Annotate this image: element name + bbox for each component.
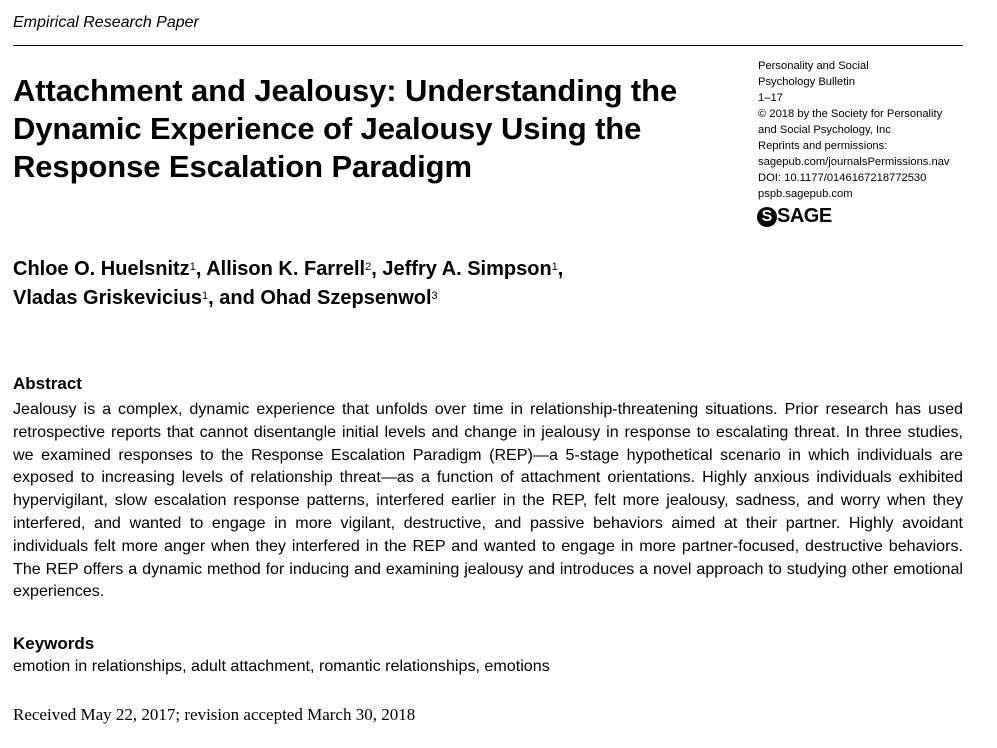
sage-logo [757,205,832,228]
author-separator: , [371,258,383,280]
copyright-line2: and Social Psychology, Inc [758,124,891,136]
journal-website-link[interactable]: pspb.sagepub.com [758,188,853,200]
doi[interactable]: DOI: 10.1177/0146167218772530 [758,172,927,184]
header-divider [13,45,963,46]
author-name: Vladas Griskevicius [13,287,203,309]
author-affiliation: 1 [551,261,558,273]
author-affiliation: 2 [365,261,372,273]
article-title: Attachment and Jealousy: Understanding the Dynamic Experience of Jealousy Using the Response Escalation Paradigm [13,73,678,184]
author-name: Allison K. Farrell [206,258,366,280]
received-dates: Received May 22, 2017; revision accepted March 30, 2018 [13,705,416,724]
author-separator: , [195,258,207,280]
author-affiliation: 1 [202,290,209,302]
sage-s-mark-icon: S [757,207,777,227]
author-affiliation: 1 [189,261,196,273]
section-label: Empirical Research Paper [13,14,199,31]
sage-logo-text: SAGE [777,205,832,227]
author-separator: , and [208,287,261,309]
author-name: Jeffry A. Simpson [382,258,552,280]
journal-name-line1: Personality and Social [758,60,869,72]
page-range: 1–17 [758,92,783,104]
journal-name-line2: Psychology Bulletin [758,76,856,88]
keywords-list: emotion in relationships, adult attachment, romantic relationships, emotions [13,657,550,675]
permissions-link[interactable]: sagepub.com/journalsPermissions.nav [758,156,950,168]
abstract-heading: Abstract [13,374,82,393]
author-affiliation: 3 [431,290,438,302]
reprints-label: Reprints and permissions: [758,140,888,152]
author-list [13,255,773,313]
author-separator: , [557,258,564,280]
author-name: Chloe O. Huelsnitz [13,258,190,280]
journal-info [758,58,983,202]
copyright-line1: © 2018 by the Society for Personality [758,108,943,120]
author-name: Ohad Szepsenwol [260,287,432,309]
keywords-heading: Keywords [13,634,95,653]
abstract-body: Jealousy is a complex, dynamic experience that unfolds over time in relationship-threatening situations. Prior research has used retrospective reports that cannot disentangle initial levels and change in jealousy in response to escalating threat. In three studies, we examined responses to the Response Escalation Paradigm (REP)—a 5-stage hypothetical scenario in which individuals are exposed to increasing levels of relationship threat—as a function of attachment orientations. Highly anxious individuals exhibited hypervigilant, slow escalation response patterns, interfered earlier in the REP, felt more jealousy, sadness, and worry when they interfered, and wanted to engage in more vigilant, destructive, and passive behaviors aimed at their partner. Highly avoidant individuals felt more anger when they interfered in the REP and wanted to engage in more partner-focused, destructive behaviors. The REP offers a dynamic method for inducing and examining jealousy and introduces a novel approach to studying other emotional experiences. [13,400,963,601]
